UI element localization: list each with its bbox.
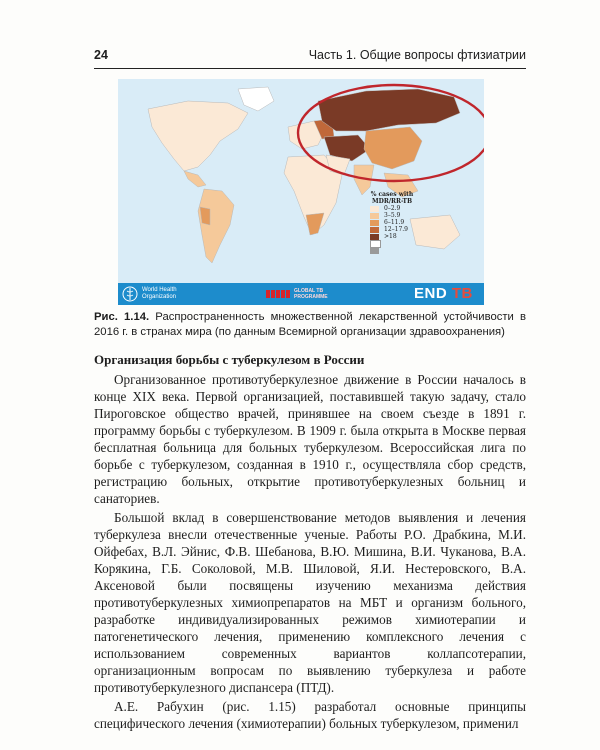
- legend-swatch: [370, 213, 379, 219]
- legend-title: % cases with MDR/RR-TB: [370, 191, 414, 205]
- legend-item: [370, 240, 422, 247]
- map-legend: [362, 191, 422, 254]
- legend-swatch: [370, 220, 379, 226]
- paragraph: А.Е. Рабухин (рис. 1.15) разработал основные принципы специфического лечения (химиотерапии) больных туберкулезом, применил: [94, 699, 526, 731]
- legend-swatch: [370, 248, 379, 254]
- legend-item: 6–11.9: [370, 219, 422, 226]
- body-text: [94, 371, 526, 732]
- figure-mdr-map: [118, 79, 484, 305]
- legend-item: 0–2.9: [370, 205, 422, 212]
- legend-item: >18: [370, 233, 422, 240]
- page-number: 24: [94, 48, 108, 62]
- paragraph: Большой вклад в совершенствование методов выявления и лечения туберкулеза внесли отечественные ученые. Работы Р.О. Драбкина, М.И. Ойфебах, В.Л. Эйнис, Ф.В. Шебанова, В.Ю. Мишина, В.И. Чуканова, В.А. Корякина, Г.Б. Соколовой, М.В. Шиловой, Я.И. Нестеровского, В.А. Аксеновой были посвящены изучению механизма действия противотуберкулезных химиопрепаратов на МБТ и организм больного, разработке индивидуализированных режимов химиотерапии и патогенетического лечения, применению комплексного лечения с использованием современных вариантов коллапсотерапии, организационным вопросам по выявлению туберкулеза и работе противотуберкулезного диспансера (ПТД).: [94, 510, 526, 695]
- figure-caption: [94, 310, 526, 340]
- who-emblem-icon: [122, 286, 138, 302]
- figure-caption-text: Распространенность множественной лекарственной устойчивости в 2016 г. в странах мира (по данным Всемирной организации здравоохранения): [94, 311, 526, 338]
- running-header: [94, 46, 526, 69]
- world-map: [118, 79, 484, 283]
- section-title: Организация борьбы с туберкулезом в России: [94, 352, 365, 367]
- figure-logo-bar: [118, 283, 484, 305]
- global-tb-programme-text: GLOBAL TB PROGRAMME: [294, 288, 328, 300]
- legend-swatch: [370, 206, 379, 212]
- legend-item: [370, 247, 422, 254]
- figure-caption-label: Рис. 1.14.: [94, 311, 150, 323]
- legend-item: 3–5.9: [370, 212, 422, 219]
- legend-swatch: [370, 227, 379, 233]
- legend-swatch: [370, 240, 381, 248]
- running-head-title: Часть 1. Общие вопросы фтизиатрии: [308, 48, 526, 62]
- global-tb-logo-icon: [266, 290, 290, 298]
- legend-item: 12–17.9: [370, 226, 422, 233]
- who-logo-text: World Health Organization: [142, 287, 177, 300]
- end-tb-logo: END TB: [414, 285, 473, 302]
- paragraph: Организованное противотуберкулезное движение в России началось в конце XIX века. Первой организацией, поставившей такую задачу, стало Пироговское общество врачей, принявшее на своем съезде в 1891 г. программу борьбы с туберкулезом. В 1909 г. была открыта в Москве первая бесплатная больница для больных туберкулезом. Всероссийская лига по борьбе с туберкулезом, созданная в 1910 г., осуществляла сбор средств, регистрацию больных, открытие противотуберкулезных больниц и санаториев.: [94, 372, 526, 506]
